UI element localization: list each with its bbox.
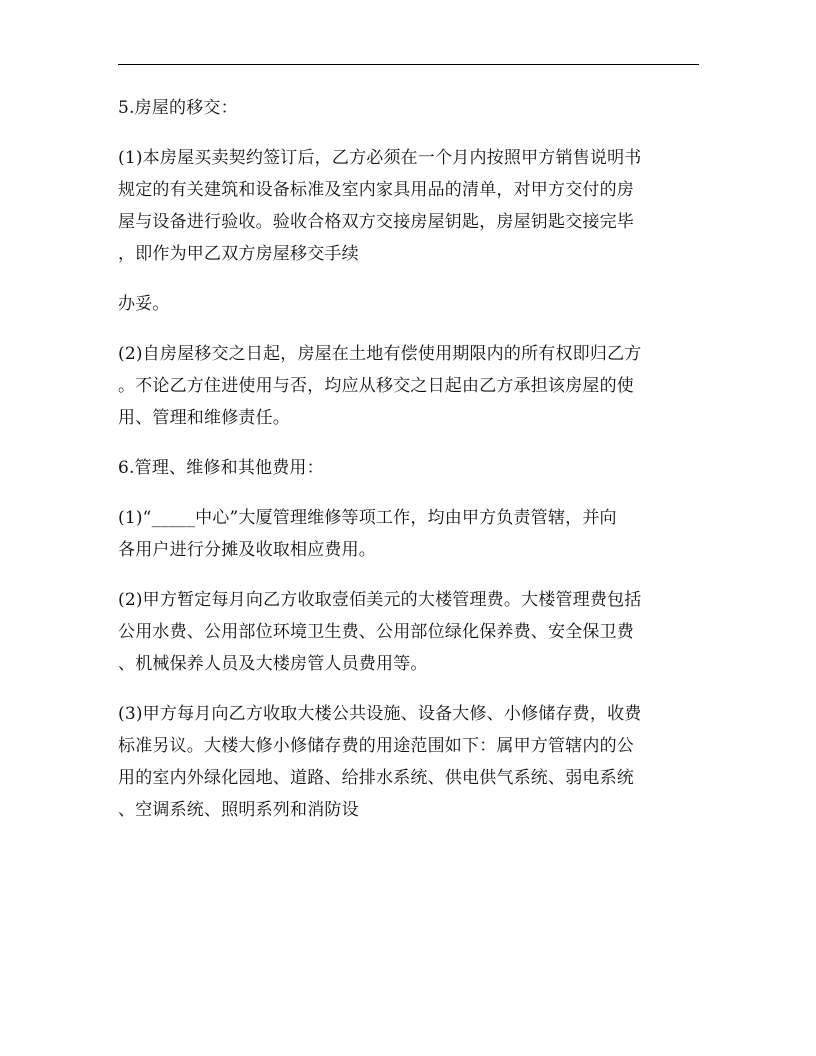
text-line: 公用水费、公用部位环境卫生费、公用部位绿化保养费、安全保卫费 [118, 622, 634, 642]
text-line: (1)本房屋买卖契约签订后，乙方必须在一个月内按照甲方销售说明书 [118, 148, 642, 168]
text-line: 各用户进行分摊及收取相应费用。 [118, 540, 376, 560]
text-line: 标准另议。大楼大修小修储存费的用途范围如下：属甲方管辖内的公 [118, 736, 634, 756]
text-line: ，即作为甲乙双方房屋移交手续 [118, 244, 359, 264]
document-body [118, 92, 703, 844]
section-heading-6 [118, 452, 703, 484]
text-line: 5.房屋的移交： [118, 98, 238, 118]
text-line: 、空调系统、照明系列和消防设 [118, 800, 359, 820]
text-line: 、机械保养人员及大楼房管人员费用等。 [118, 654, 428, 674]
section-heading-5 [118, 92, 703, 124]
text-line: (2)自房屋移交之日起，房屋在土地有偿使用期限内的所有权即归乙方 [118, 344, 642, 364]
header-rule [118, 64, 699, 65]
text-line: (1)“_____中心”大厦管理维修等项工作，均由甲方负责管辖，并向 [118, 508, 617, 528]
text-line: 用、管理和维修责任。 [118, 408, 290, 428]
paragraph-5-2 [118, 338, 703, 434]
text-line: 屋与设备进行验收。验收合格双方交接房屋钥匙，房屋钥匙交接完毕 [118, 212, 634, 232]
paragraph-5-1-continued [118, 288, 703, 320]
paragraph-6-3 [118, 698, 703, 826]
text-line: (3)甲方每月向乙方收取大楼公共设施、设备大修、小修储存费，收费 [118, 704, 642, 724]
text-line: (2)甲方暂定每月向乙方收取壹佰美元的大楼管理费。大楼管理费包括 [118, 590, 642, 610]
paragraph-6-1 [118, 502, 703, 566]
text-line: 。不论乙方住进使用与否，均应从移交之日起由乙方承担该房屋的使 [118, 376, 634, 396]
paragraph-5-1 [118, 142, 703, 270]
text-line: 规定的有关建筑和设备标准及室内家具用品的清单，对甲方交付的房 [118, 180, 634, 200]
text-line: 办妥。 [118, 294, 170, 314]
text-line: 6.管理、维修和其他费用： [118, 458, 324, 478]
text-line: 用的室内外绿化园地、道路、给排水系统、供电供气系统、弱电系统 [118, 768, 634, 788]
paragraph-6-2 [118, 584, 703, 680]
